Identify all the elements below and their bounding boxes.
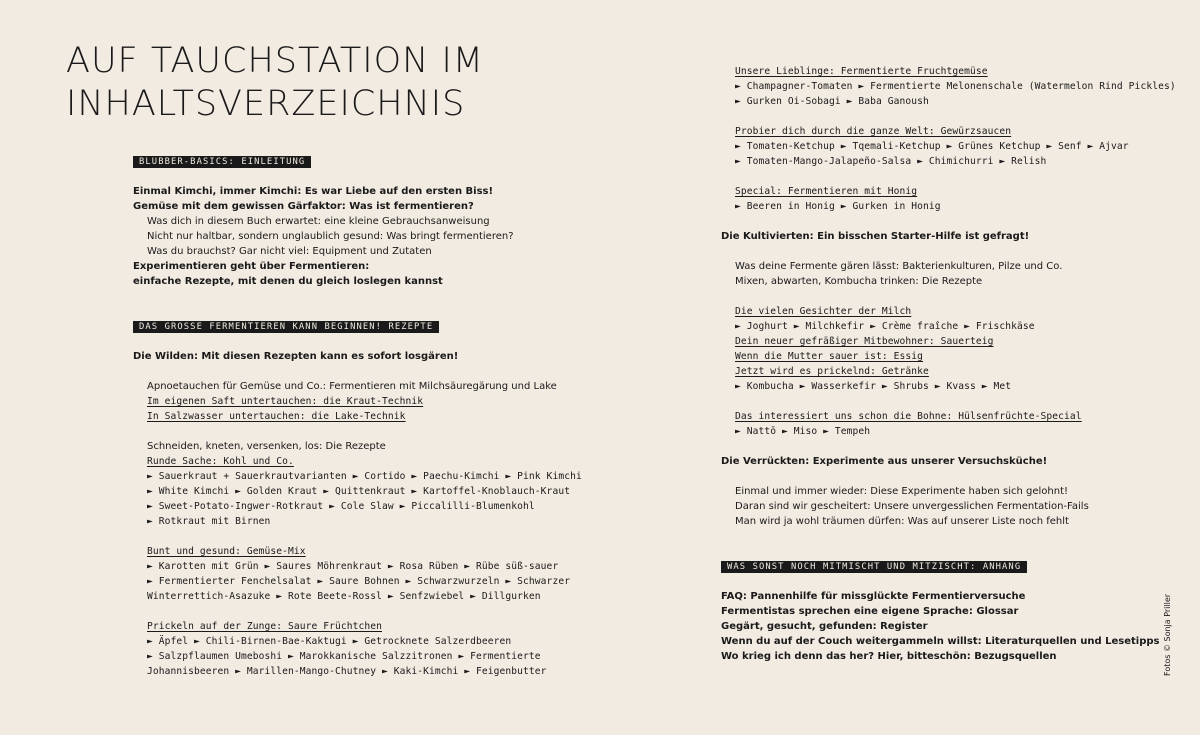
toc-link[interactable]: Runde Sache: Kohl und Co. [147, 456, 294, 467]
toc-link[interactable]: Jetzt wird es prickelnd: Getränke [735, 366, 929, 377]
toc-entry: Wo krieg ich denn das her? Hier, bitteschön: Bezugsquellen [721, 651, 1057, 662]
page-title-line-1: AUF TAUCHSTATION IM [66, 41, 484, 81]
toc-heading-kultivierten: Die Kultivierten: Ein bisschen Starter-Hilfe ist gefragt! [721, 231, 1030, 242]
recipe-list: ► Gurken Oi-Sobagi ► Baba Ganoush [735, 96, 929, 107]
recipe-list: ► Beeren in Honig ► Gurken in Honig [735, 201, 941, 212]
recipe-list: ► Salzpflaumen Umeboshi ► Marokkanische Salzzitronen ► Fermentierte [147, 651, 541, 662]
toc-link[interactable]: Bunt und gesund: Gemüse-Mix [147, 546, 306, 557]
recipe-list: ► Äpfel ► Chili-Birnen-Bae-Kaktugi ► Getrocknete Salzerdbeeren [147, 636, 512, 647]
toc-entry: Wenn du auf der Couch weitergammeln willst: Literaturquellen und Lesetipps [721, 636, 1160, 647]
page-title [66, 40, 484, 126]
toc-entry: einfache Rezepte, mit denen du gleich loslegen kannst [133, 276, 443, 287]
toc-entry: Was du brauchst? Gar nicht viel: Equipment und Zutaten [147, 246, 432, 257]
toc-entry: Gemüse mit dem gewissen Gärfaktor: Was ist fermentieren? [133, 201, 474, 212]
page-title-line-2: INHALTSVERZEICHNIS [66, 84, 466, 124]
recipe-list: ► White Kimchi ► Golden Kraut ► Quittenkraut ► Kartoffel-Knoblauch-Kraut [147, 486, 571, 497]
recipe-list: ► Sweet-Potato-Ingwer-Rotkraut ► Cole Slaw ► Piccalilli-Blumenkohl [147, 501, 535, 512]
recipe-list: ► Sauerkraut + Sauerkrautvarianten ► Cortido ► Paechu-Kimchi ► Pink Kimchi [147, 471, 582, 482]
recipe-list: ► Rotkraut mit Birnen [147, 516, 271, 527]
toc-entry: Schneiden, kneten, versenken, los: Die Rezepte [147, 441, 386, 452]
toc-link[interactable]: In Salzwasser untertauchen: die Lake-Technik [147, 411, 406, 422]
toc-link[interactable]: Wenn die Mutter sauer ist: Essig [735, 351, 924, 362]
section-label-anhang: WAS SONST NOCH MITMISCHT UND MITZISCHT: ANHANG [721, 561, 1027, 573]
toc-link[interactable]: Probier dich durch die ganze Welt: Gewürzsaucen [735, 126, 1012, 137]
toc-link[interactable]: Special: Fermentieren mit Honig [735, 186, 918, 197]
toc-heading-wilden: Die Wilden: Mit diesen Rezepten kann es sofort losgären! [133, 351, 459, 362]
toc-entry: Man wird ja wohl träumen dürfen: Was auf unserer Liste noch fehlt [735, 516, 1069, 527]
recipe-list: ► Kombucha ► Wasserkefir ► Shrubs ► Kvass ► Met [735, 381, 1012, 392]
recipe-list: ► Karotten mit Grün ► Saures Möhrenkraut ► Rosa Rüben ► Rübe süß-sauer [147, 561, 559, 572]
toc-entry: Experimentieren geht über Fermentieren: [133, 261, 370, 272]
toc-entry: Nicht nur haltbar, sondern unglaublich gesund: Was bringt fermentieren? [147, 231, 514, 242]
recipe-list: ► Fermentierter Fenchelsalat ► Saure Bohnen ► Schwarzwurzeln ► Schwarzer [147, 576, 571, 587]
toc-entry: Fermentistas sprechen eine eigene Sprache: Glossar [721, 606, 1019, 617]
recipe-list: ► Tomaten-Ketchup ► Tqemali-Ketchup ► Grünes Ketchup ► Senf ► Ajvar [735, 141, 1129, 152]
toc-entry: Mixen, abwarten, Kombucha trinken: Die Rezepte [735, 276, 983, 287]
toc-entry: Gegärt, gesucht, gefunden: Register [721, 621, 928, 632]
recipe-list: ► Tomaten-Mango-Jalapeño-Salsa ► Chimichurri ► Relish [735, 156, 1047, 167]
toc-link[interactable]: Das interessiert uns schon die Bohne: Hülsenfrüchte-Special [735, 411, 1082, 422]
recipe-list: Johannisbeeren ► Marillen-Mango-Chutney ► Kaki-Kimchi ► Feigenbutter [147, 666, 547, 677]
toc-link[interactable]: Dein neuer gefräßiger Mitbewohner: Sauerteig [735, 336, 994, 347]
toc-link[interactable]: Die vielen Gesichter der Milch [735, 306, 912, 317]
toc-entry: Apnoetauchen für Gemüse und Co.: Fermentieren mit Milchsäuregärung und Lake [147, 381, 557, 392]
toc-entry: FAQ: Pannenhilfe für missglückte Fermentierversuche [721, 591, 1026, 602]
recipe-list: ► Nattō ► Miso ► Tempeh [735, 426, 871, 437]
toc-heading-verrueckten: Die Verrückten: Experimente aus unserer Versuchsküche! [721, 456, 1048, 467]
recipe-list: ► Champagner-Tomaten ► Fermentierte Melonenschale (Watermelon Rind Pickles) [735, 81, 1176, 92]
recipe-list: Winterrettich-Asazuke ► Rote Beete-Rossl ► Senfzwiebel ► Dillgurken [147, 591, 541, 602]
toc-entry: Einmal und immer wieder: Diese Experimente haben sich gelohnt! [735, 486, 1069, 497]
section-label-einleitung: BLUBBER-BASICS: EINLEITUNG [133, 156, 311, 168]
recipe-list: ► Joghurt ► Milchkefir ► Crème fraîche ► Frischkäse [735, 321, 1035, 332]
toc-entry: Einmal Kimchi, immer Kimchi: Es war Liebe auf den ersten Biss! [133, 186, 494, 197]
toc-link[interactable]: Prickeln auf der Zunge: Saure Früchtchen [147, 621, 383, 632]
section-label-rezepte: DAS GROSSE FERMENTIEREN KANN BEGINNEN! REZEPTE [133, 321, 439, 333]
toc-link[interactable]: Unsere Lieblinge: Fermentierte Fruchtgemüse [735, 66, 988, 77]
photo-credit: Fotos © Sonja Priller [1163, 593, 1172, 676]
toc-entry: Was dich in diesem Buch erwartet: eine kleine Gebrauchsanweisung [147, 216, 490, 227]
toc-entry: Daran sind wir gescheitert: Unsere unvergesslichen Fermentation-Fails [735, 501, 1089, 512]
toc-entry: Was deine Fermente gären lässt: Bakterienkulturen, Pilze und Co. [735, 261, 1063, 272]
toc-link[interactable]: Im eigenen Saft untertauchen: die Kraut-Technik [147, 396, 424, 407]
